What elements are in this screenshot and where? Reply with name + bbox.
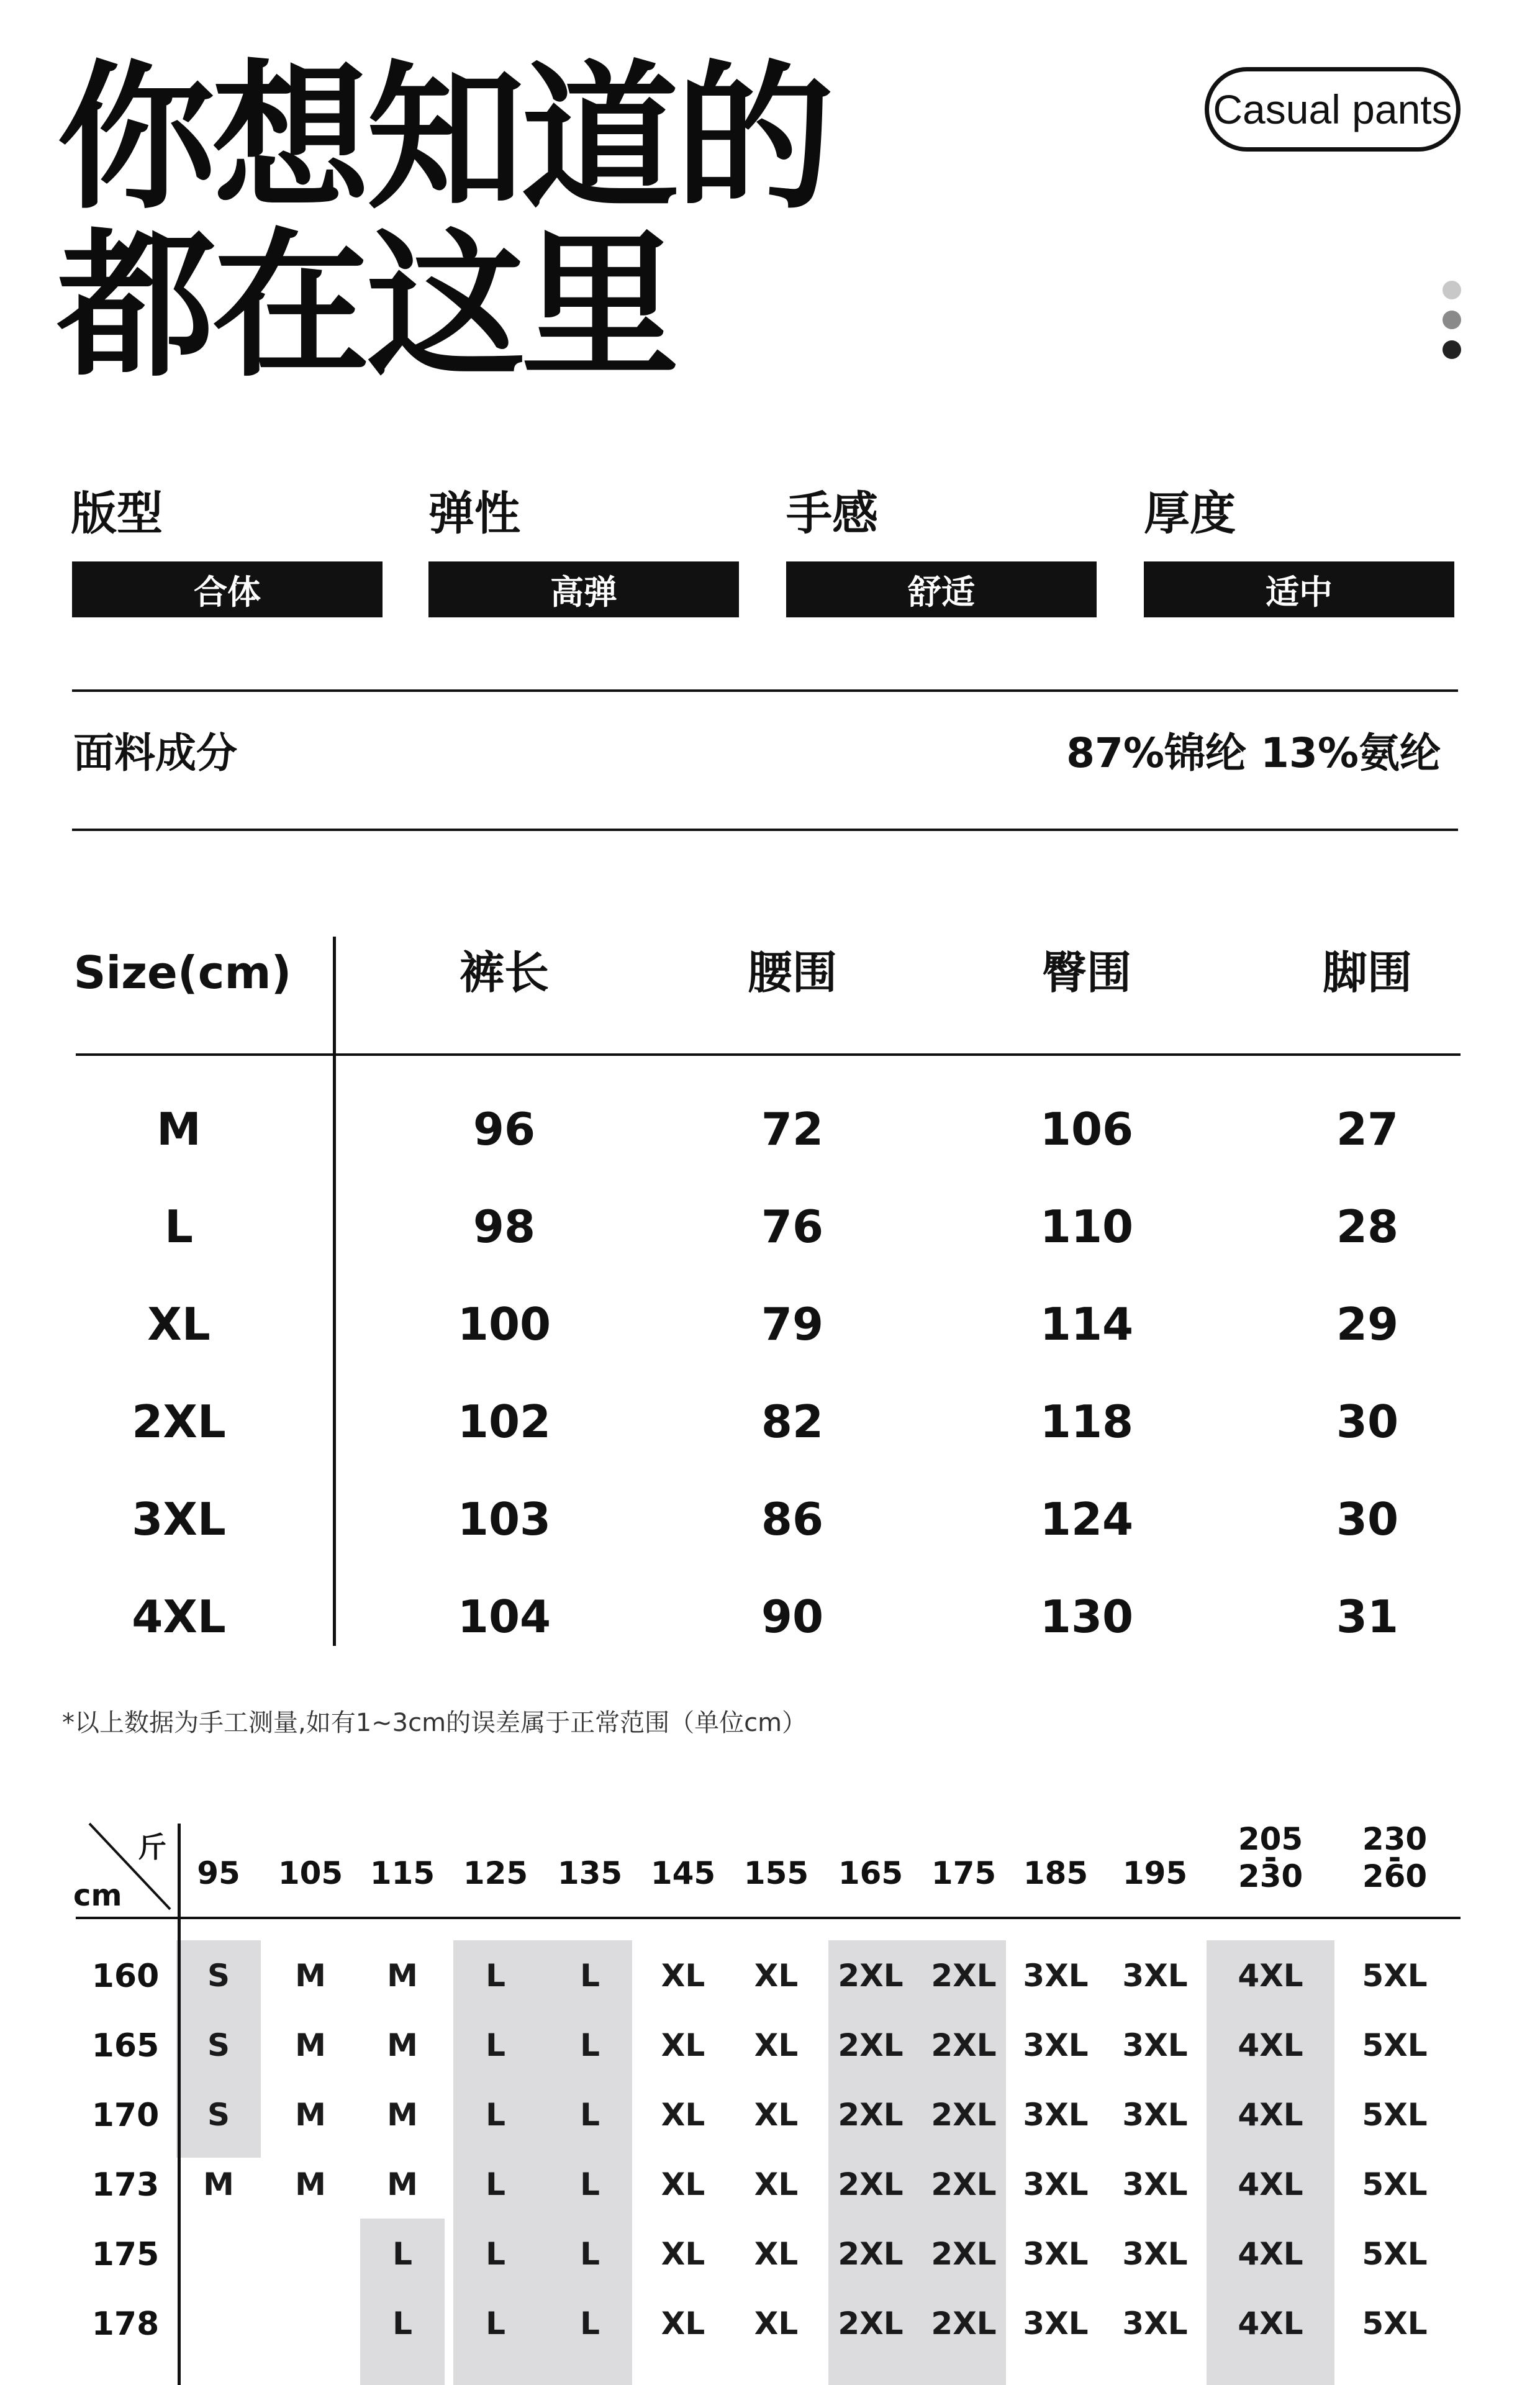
recommended-size-cell: S <box>207 1958 230 1994</box>
hip-header: 臀围 <box>1041 947 1132 999</box>
recommended-size-cell: L <box>580 2166 600 2202</box>
fabric-value: 87%锦纶 13%氨纶 <box>1066 729 1441 777</box>
recommended-size-cell: 4XL <box>1238 2306 1303 2342</box>
size-cell-hem: 29 <box>1336 1298 1399 1350</box>
recommended-size-cell: XL <box>754 2097 799 2133</box>
recommended-size-cell: 4XL <box>1238 2027 1303 2063</box>
recommended-size-cell: 2XL <box>838 2306 904 2342</box>
size-header: Size(cm) <box>73 947 292 999</box>
recommended-size-cell: 5XL <box>1362 2306 1428 2342</box>
recommended-size-cell: XL <box>661 2166 705 2202</box>
weight-header: 195 <box>1122 1855 1188 1891</box>
recommended-size-cell: 3XL <box>1023 2097 1089 2133</box>
hem-header: 脚围 <box>1322 947 1413 999</box>
recommended-size-cell: XL <box>661 2097 705 2133</box>
corner-height-unit: cm <box>73 1878 122 1913</box>
size-cell-hip: 110 <box>1040 1201 1134 1253</box>
recommended-size-cell: M <box>295 2166 326 2202</box>
recommended-size-cell: L <box>486 1958 505 1994</box>
recommended-size-cell: 4XL <box>1238 2166 1303 2202</box>
weight-header: 105 <box>278 1855 343 1891</box>
weight-header: 165 <box>838 1855 904 1891</box>
height-label: 165 <box>91 2027 160 2065</box>
size-cell-waist: 79 <box>761 1298 824 1350</box>
weight-header: 185 <box>1023 1855 1089 1891</box>
recommended-size-cell: 4XL <box>1238 1958 1303 1994</box>
recommended-size-cell: XL <box>661 1958 705 1994</box>
recommended-size-cell: XL <box>661 2027 705 2063</box>
recommend-hline <box>76 1917 1461 1919</box>
recommended-size-cell: M <box>203 2166 234 2202</box>
attr-value-stretch: 高弹 <box>428 561 739 617</box>
recommended-size-cell: 5XL <box>1362 2166 1428 2202</box>
recommended-size-cell: L <box>392 2236 412 2272</box>
corner-weight-unit: 斤 <box>138 1830 166 1864</box>
weight-header: 205 - 230 <box>1238 1821 1303 1894</box>
attr-label-thickness: 厚度 <box>1144 487 1236 540</box>
height-label: 173 <box>91 2166 160 2204</box>
recommended-size-cell: 3XL <box>1122 2236 1188 2272</box>
recommended-size-cell: L <box>486 2166 505 2202</box>
size-cell-length: 96 <box>473 1103 536 1155</box>
size-cell-waist: 90 <box>761 1591 824 1643</box>
recommended-size-cell: L <box>486 2306 505 2342</box>
recommended-size-cell: S <box>207 2027 230 2063</box>
recommended-size-cell: 3XL <box>1023 2306 1089 2342</box>
recommended-size-cell: L <box>580 2097 600 2133</box>
headline-line-1: 你想知道的 <box>57 47 831 231</box>
weight-header: 145 <box>650 1855 716 1891</box>
recommended-size-cell: L <box>486 2236 505 2272</box>
recommended-size-cell: S <box>207 2097 230 2133</box>
size-cell-hem: 28 <box>1336 1201 1399 1253</box>
recommended-size-cell: 3XL <box>1122 2166 1188 2202</box>
size-cell-length: 103 <box>457 1493 551 1545</box>
recommended-size-cell: 2XL <box>931 1958 997 1994</box>
attr-value-fit: 合体 <box>72 561 383 617</box>
size-cell-size: L <box>165 1201 193 1253</box>
recommended-size-cell: XL <box>754 2236 799 2272</box>
size-cell-size: 2XL <box>132 1396 226 1448</box>
size-cell-waist: 76 <box>761 1201 824 1253</box>
recommended-size-cell: 2XL <box>838 2027 904 2063</box>
attr-label-stretch: 弹性 <box>428 487 520 540</box>
recommended-size-cell: XL <box>661 2236 705 2272</box>
size-cell-hip: 124 <box>1040 1493 1134 1545</box>
size-band-shade <box>453 1940 632 2385</box>
recommend-vline <box>178 1824 181 2385</box>
recommended-size-cell: M <box>387 2097 418 2133</box>
recommended-size-cell: 2XL <box>931 2166 997 2202</box>
weight-header: 230 - 260 <box>1362 1821 1428 1894</box>
size-cell-hem: 30 <box>1336 1493 1399 1545</box>
weight-header: 95 <box>197 1855 240 1891</box>
size-cell-waist: 72 <box>761 1103 824 1155</box>
weight-header: 175 <box>931 1855 997 1891</box>
recommended-size-cell: 3XL <box>1122 2027 1188 2063</box>
recommended-size-cell: L <box>580 2306 600 2342</box>
size-cell-length: 98 <box>473 1201 536 1253</box>
size-cell-size: 4XL <box>132 1591 226 1643</box>
recommended-size-cell: 2XL <box>838 2236 904 2272</box>
size-table-vline <box>333 937 336 1646</box>
size-table-hline <box>76 1053 1461 1056</box>
recommended-size-cell: 5XL <box>1362 1958 1428 1994</box>
size-cell-length: 100 <box>457 1298 551 1350</box>
size-cell-hem: 30 <box>1336 1396 1399 1448</box>
size-cell-hip: 130 <box>1040 1591 1134 1643</box>
recommended-size-cell: L <box>580 1958 600 1994</box>
length-header: 裤长 <box>459 947 550 999</box>
size-cell-hem: 27 <box>1336 1103 1399 1155</box>
recommended-size-cell: L <box>392 2306 412 2342</box>
height-label: 175 <box>91 2236 160 2273</box>
weight-header: 115 <box>369 1855 435 1891</box>
height-label: 178 <box>91 2306 160 2343</box>
product-tag: Casual pants <box>1205 67 1461 152</box>
recommended-size-cell: L <box>580 2236 600 2272</box>
recommended-size-cell: 3XL <box>1023 1958 1089 1994</box>
recommended-size-cell: XL <box>661 2306 705 2342</box>
recommended-size-cell: XL <box>754 2306 799 2342</box>
recommended-size-cell: XL <box>754 1958 799 1994</box>
attr-label-fit: 版型 <box>71 487 163 540</box>
recommended-size-cell: XL <box>754 2027 799 2063</box>
recommended-size-cell: 2XL <box>838 2097 904 2133</box>
recommended-size-cell: 5XL <box>1362 2236 1428 2272</box>
recommended-size-cell: M <box>295 1958 326 1994</box>
recommended-size-cell: 3XL <box>1122 2306 1188 2342</box>
height-label: 170 <box>91 2097 160 2134</box>
size-cell-length: 104 <box>457 1591 551 1643</box>
size-cell-waist: 82 <box>761 1396 824 1448</box>
recommended-size-cell: M <box>387 2166 418 2202</box>
fabric-label: 面料成分 <box>73 729 237 777</box>
waist-header: 腰围 <box>747 947 838 999</box>
recommended-size-cell: 3XL <box>1023 2236 1089 2272</box>
weight-header: 135 <box>557 1855 623 1891</box>
recommended-size-cell: 2XL <box>931 2027 997 2063</box>
recommended-size-cell: 4XL <box>1238 2097 1303 2133</box>
recommended-size-cell: 2XL <box>931 2236 997 2272</box>
size-cell-hip: 114 <box>1040 1298 1134 1350</box>
recommended-size-cell: L <box>486 2027 505 2063</box>
recommended-size-cell: M <box>387 1958 418 1994</box>
recommended-size-cell: 4XL <box>1238 2236 1303 2272</box>
recommended-size-cell: L <box>580 2027 600 2063</box>
recommended-size-cell: 3XL <box>1023 2027 1089 2063</box>
measurement-note: *以上数据为手工测量,如有1~3cm的误差属于正常范围（单位cm） <box>62 1709 807 1737</box>
recommended-size-cell: M <box>295 2097 326 2133</box>
height-label: 160 <box>91 1958 160 1995</box>
attr-value-feel: 舒适 <box>786 561 1097 617</box>
size-cell-waist: 86 <box>761 1493 824 1545</box>
recommended-size-cell: XL <box>754 2166 799 2202</box>
recommended-size-cell: L <box>486 2097 505 2133</box>
recommended-size-cell: 2XL <box>838 2166 904 2202</box>
weight-header: 155 <box>743 1855 809 1891</box>
attr-value-thickness: 适中 <box>1144 561 1454 617</box>
size-cell-hem: 31 <box>1336 1591 1399 1643</box>
recommended-size-cell: 5XL <box>1362 2097 1428 2133</box>
attr-label-feel: 手感 <box>786 487 878 540</box>
size-cell-length: 102 <box>457 1396 551 1448</box>
recommended-size-cell: M <box>387 2027 418 2063</box>
size-cell-size: XL <box>147 1298 211 1350</box>
headline-line-2: 都在这里 <box>57 214 676 399</box>
size-cell-size: M <box>156 1103 201 1155</box>
recommended-size-cell: 2XL <box>931 2306 997 2342</box>
recommended-size-cell: 3XL <box>1023 2166 1089 2202</box>
recommended-size-cell: M <box>295 2027 326 2063</box>
recommended-size-cell: 5XL <box>1362 2027 1428 2063</box>
recommended-size-cell: 3XL <box>1122 1958 1188 1994</box>
size-cell-size: 3XL <box>132 1493 226 1545</box>
recommended-size-cell: 2XL <box>931 2097 997 2133</box>
size-cell-hip: 106 <box>1040 1103 1134 1155</box>
weight-header: 125 <box>463 1855 528 1891</box>
size-cell-hip: 118 <box>1040 1396 1134 1448</box>
recommended-size-cell: 3XL <box>1122 2097 1188 2133</box>
recommended-size-cell: 2XL <box>838 1958 904 1994</box>
